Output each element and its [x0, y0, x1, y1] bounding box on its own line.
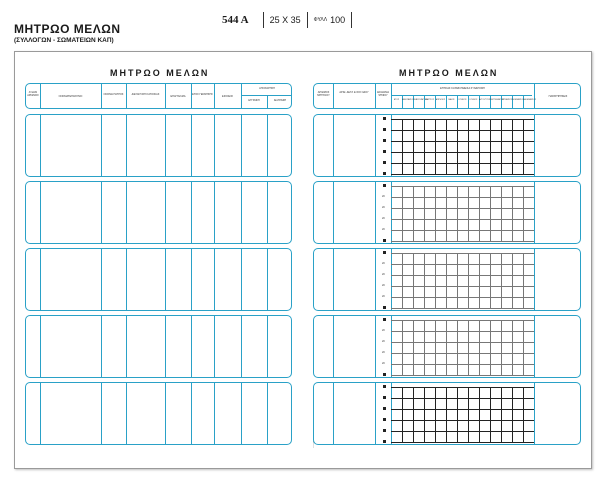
row-bullet: [383, 172, 386, 175]
right-entry-block: [313, 248, 581, 311]
column-rule: [191, 316, 192, 377]
row-bullet: [383, 128, 386, 131]
month-rule: [457, 95, 458, 108]
left-entry-block: [25, 114, 292, 177]
left-entry-block: [25, 181, 292, 244]
column-rule: [534, 182, 535, 243]
year-label: 20: [382, 195, 385, 198]
row-bullet: [383, 396, 386, 399]
year-label: 20: [382, 273, 385, 276]
right-entry-block: [313, 114, 581, 177]
column-rule: [241, 383, 242, 444]
row-bullet: [383, 407, 386, 410]
right-entry-block: [313, 382, 581, 445]
column-rule: [40, 115, 41, 176]
column-rule: [126, 316, 127, 377]
column-rule: [214, 249, 215, 310]
column-rule: [165, 316, 166, 377]
column-rule: [191, 115, 192, 176]
row-bullet: [383, 161, 386, 164]
col-entry: ΕΙΣΟΔΟΣ: [222, 95, 233, 98]
left-header-box: [25, 83, 292, 109]
printer-note: _____: [311, 441, 314, 448]
right-entry-block: [313, 181, 581, 244]
column-rule: [165, 182, 166, 243]
left-page-title: ΜΗΤΡΩΟ ΜΕΛΩΝ: [110, 68, 210, 78]
column-rule: [241, 249, 242, 310]
column-rule: [375, 316, 376, 377]
column-rule: [126, 249, 127, 310]
row-bullet: [383, 139, 386, 142]
row-bullet: [383, 184, 386, 187]
column-rule: [333, 115, 334, 176]
column-rule: [267, 182, 268, 243]
month-header: ΙΟΥΝΙΟΣ: [458, 99, 467, 101]
month-header: ΑΥΓΟΥΣΤΟΣ: [479, 99, 491, 101]
month-rule: [501, 95, 502, 108]
row-bullet: [383, 117, 386, 120]
sheets-label: ΦΥΛΛ: [313, 17, 328, 23]
column-rule: [333, 182, 334, 243]
column-rule: [40, 249, 41, 310]
column-rule: [534, 316, 535, 377]
month-header: ΑΠΡΙΛΙΟΣ: [435, 99, 446, 101]
right-entry-block: [313, 315, 581, 378]
column-rule: [241, 182, 242, 243]
column-rule: [40, 316, 41, 377]
month-rule: [512, 95, 513, 108]
column-rule: [165, 383, 166, 444]
column-rule: [333, 249, 334, 310]
row-bullet: [383, 418, 386, 421]
month-rule: [479, 95, 480, 108]
month-rule: [413, 95, 414, 108]
column-rule: [101, 115, 102, 176]
product-subtitle: (ΣΥΛΛΟΓΩΝ - ΣΩΜΑΤΕΙΩΝ ΚΑΠ): [14, 37, 114, 44]
row-bullet: [383, 385, 386, 388]
column-rule: [214, 383, 215, 444]
column-rule: [126, 182, 127, 243]
year-label: 20: [382, 284, 385, 287]
month-rule: [523, 95, 524, 108]
row-bullet: [383, 239, 386, 242]
column-rule: [101, 249, 102, 310]
column-rule: [267, 316, 268, 377]
column-rule: [191, 182, 192, 243]
month-header: ΟΚΤΩΒΡΙΟΣ: [501, 99, 513, 101]
fee-grid: [391, 320, 534, 375]
column-rule: [214, 182, 215, 243]
divider: [307, 12, 308, 28]
column-rule: [214, 115, 215, 176]
row-bullet: [383, 318, 386, 321]
year-label: 20: [382, 295, 385, 298]
column-rule: [333, 383, 334, 444]
year-label: 20: [382, 340, 385, 343]
year-label: 20: [382, 351, 385, 354]
column-rule: [534, 115, 535, 176]
column-rule: [101, 383, 102, 444]
column-rule: [40, 182, 41, 243]
col-notes: ΠΑΡΑΤΗΡΗΣΕΙΣ: [548, 95, 568, 98]
row-bullet: [383, 306, 386, 309]
col-name: ΟΝΟΜΑΤΕΠΩΝΥΜΟ: [58, 95, 83, 98]
month-header: ΙΑΝΟΥΑΡΙΟΣ: [402, 99, 415, 101]
column-rule: [333, 316, 334, 377]
month-rule: [424, 95, 425, 108]
col-vote-right: ΔΙΚΑΙΩΜΑ ΨΗΦΟΥ: [376, 91, 389, 97]
year-label: 20: [382, 217, 385, 220]
fee-grid: [391, 119, 534, 174]
column-rule: [40, 383, 41, 444]
month-rule: [468, 95, 469, 108]
month-header: ΜΑΙΟΣ: [448, 99, 455, 101]
month-header: ΣΕΠΤΕΜΒΡΙΟΣ: [490, 99, 505, 101]
product-title: ΜΗΤΡΩΟ ΜΕΛΩΝ: [14, 22, 121, 36]
column-rule: [191, 383, 192, 444]
column-rule: [101, 316, 102, 377]
col-deletion: ΔΙΑΓΡΑΦΗ: [273, 99, 287, 102]
column-rule: [375, 383, 376, 444]
column-rule: [126, 115, 127, 176]
col-father: ΟΝΟΜΑ ΠΑΤΡΟΣ: [103, 93, 124, 96]
col-registry-no: ΑΡΙΘΜΟΣ ΜΗΤΡΩΟΥ: [317, 91, 330, 97]
month-rule: [446, 95, 447, 108]
fee-grid: [391, 253, 534, 308]
row-bullet: [383, 373, 386, 376]
fee-grid: [391, 387, 534, 442]
year-label: 20: [382, 329, 385, 332]
month-header: ΜΑΡΤΙΟΣ: [425, 99, 434, 101]
col-withdrawal: ΑΠΟΧΩΡΗΣΗ: [259, 87, 275, 90]
fee-grid: [391, 186, 534, 241]
column-rule: [191, 249, 192, 310]
column-rule: [375, 182, 376, 243]
year-label: 20: [382, 362, 385, 365]
month-header: ΝΟΕΜΒΡΙΟΣ: [512, 99, 525, 101]
column-rule: [375, 115, 376, 176]
month-rule: [435, 95, 436, 108]
column-rule: [534, 249, 535, 310]
col-annual-fee: ΕΤΗΣΙΑΣ ΚΑΤΑΒΛΗΘΕΙΣΑ ΣΥΝΔΡΟΜΗ: [440, 87, 485, 90]
column-rule: [267, 249, 268, 310]
left-entry-block: [25, 248, 292, 311]
sheets-count: 100: [330, 15, 346, 25]
col-profession: ΕΠΑΓΓΕΛΜΑ: [170, 95, 186, 98]
col-birth-year: ΕΤΟΣ ΓΕΝΝΗΣΗΣ: [192, 93, 213, 96]
column-rule: [534, 383, 535, 444]
column-rule: [241, 115, 242, 176]
year-label: 20: [382, 228, 385, 231]
month-header: ΕΤΟΣ: [393, 99, 400, 101]
col-card-no: ΑΡΙΘ. ΔΕΛΤ. ΕΙ ΣΙΣ ΟΔΟΥ: [339, 91, 369, 94]
row-bullet: [383, 429, 386, 432]
right-header-box: [313, 83, 581, 109]
row-bullet: [383, 251, 386, 254]
month-header: ΔΕΚΕΜΒΡΙΟΣ: [523, 99, 537, 101]
divider: [351, 12, 352, 28]
register-book-spread: [14, 51, 592, 469]
divider: [263, 12, 264, 28]
column-rule: [267, 383, 268, 444]
column-rule: [101, 182, 102, 243]
column-rule: [214, 316, 215, 377]
column-rule: [165, 115, 166, 176]
product-meta: [222, 12, 358, 28]
year-label: 20: [382, 262, 385, 265]
month-rule: [402, 95, 403, 108]
col-address: ΔΙΕΥΘΥΝΣΗ ΚΑΤΟΙΚΙΑΣ: [131, 93, 160, 96]
column-rule: [267, 115, 268, 176]
column-rule: [375, 249, 376, 310]
row-bullet: [383, 150, 386, 153]
month-rule: [490, 95, 491, 108]
column-rule: [165, 249, 166, 310]
row-bullet: [383, 440, 386, 443]
year-label: 20: [382, 206, 385, 209]
left-entry-block: [25, 382, 292, 445]
product-size: 25 X 35: [269, 15, 301, 25]
left-entry-block: [25, 315, 292, 378]
month-header: ΙΟΥΛΙΟΣ: [469, 99, 478, 101]
product-code: 544 Α: [222, 14, 249, 26]
col-registration: ΕΓΓΡΑΦΗ: [248, 99, 260, 102]
right-page-title: ΜΗΤΡΩΟ ΜΕΛΩΝ: [399, 68, 499, 78]
month-header: ΦΕΒΡΟΥΑΡΙΟΣ: [413, 99, 428, 101]
column-rule: [241, 316, 242, 377]
column-rule: [126, 383, 127, 444]
col-aa: ΑΥΞΩΝ ΑΡΙΘΜΟΣ: [27, 91, 39, 97]
